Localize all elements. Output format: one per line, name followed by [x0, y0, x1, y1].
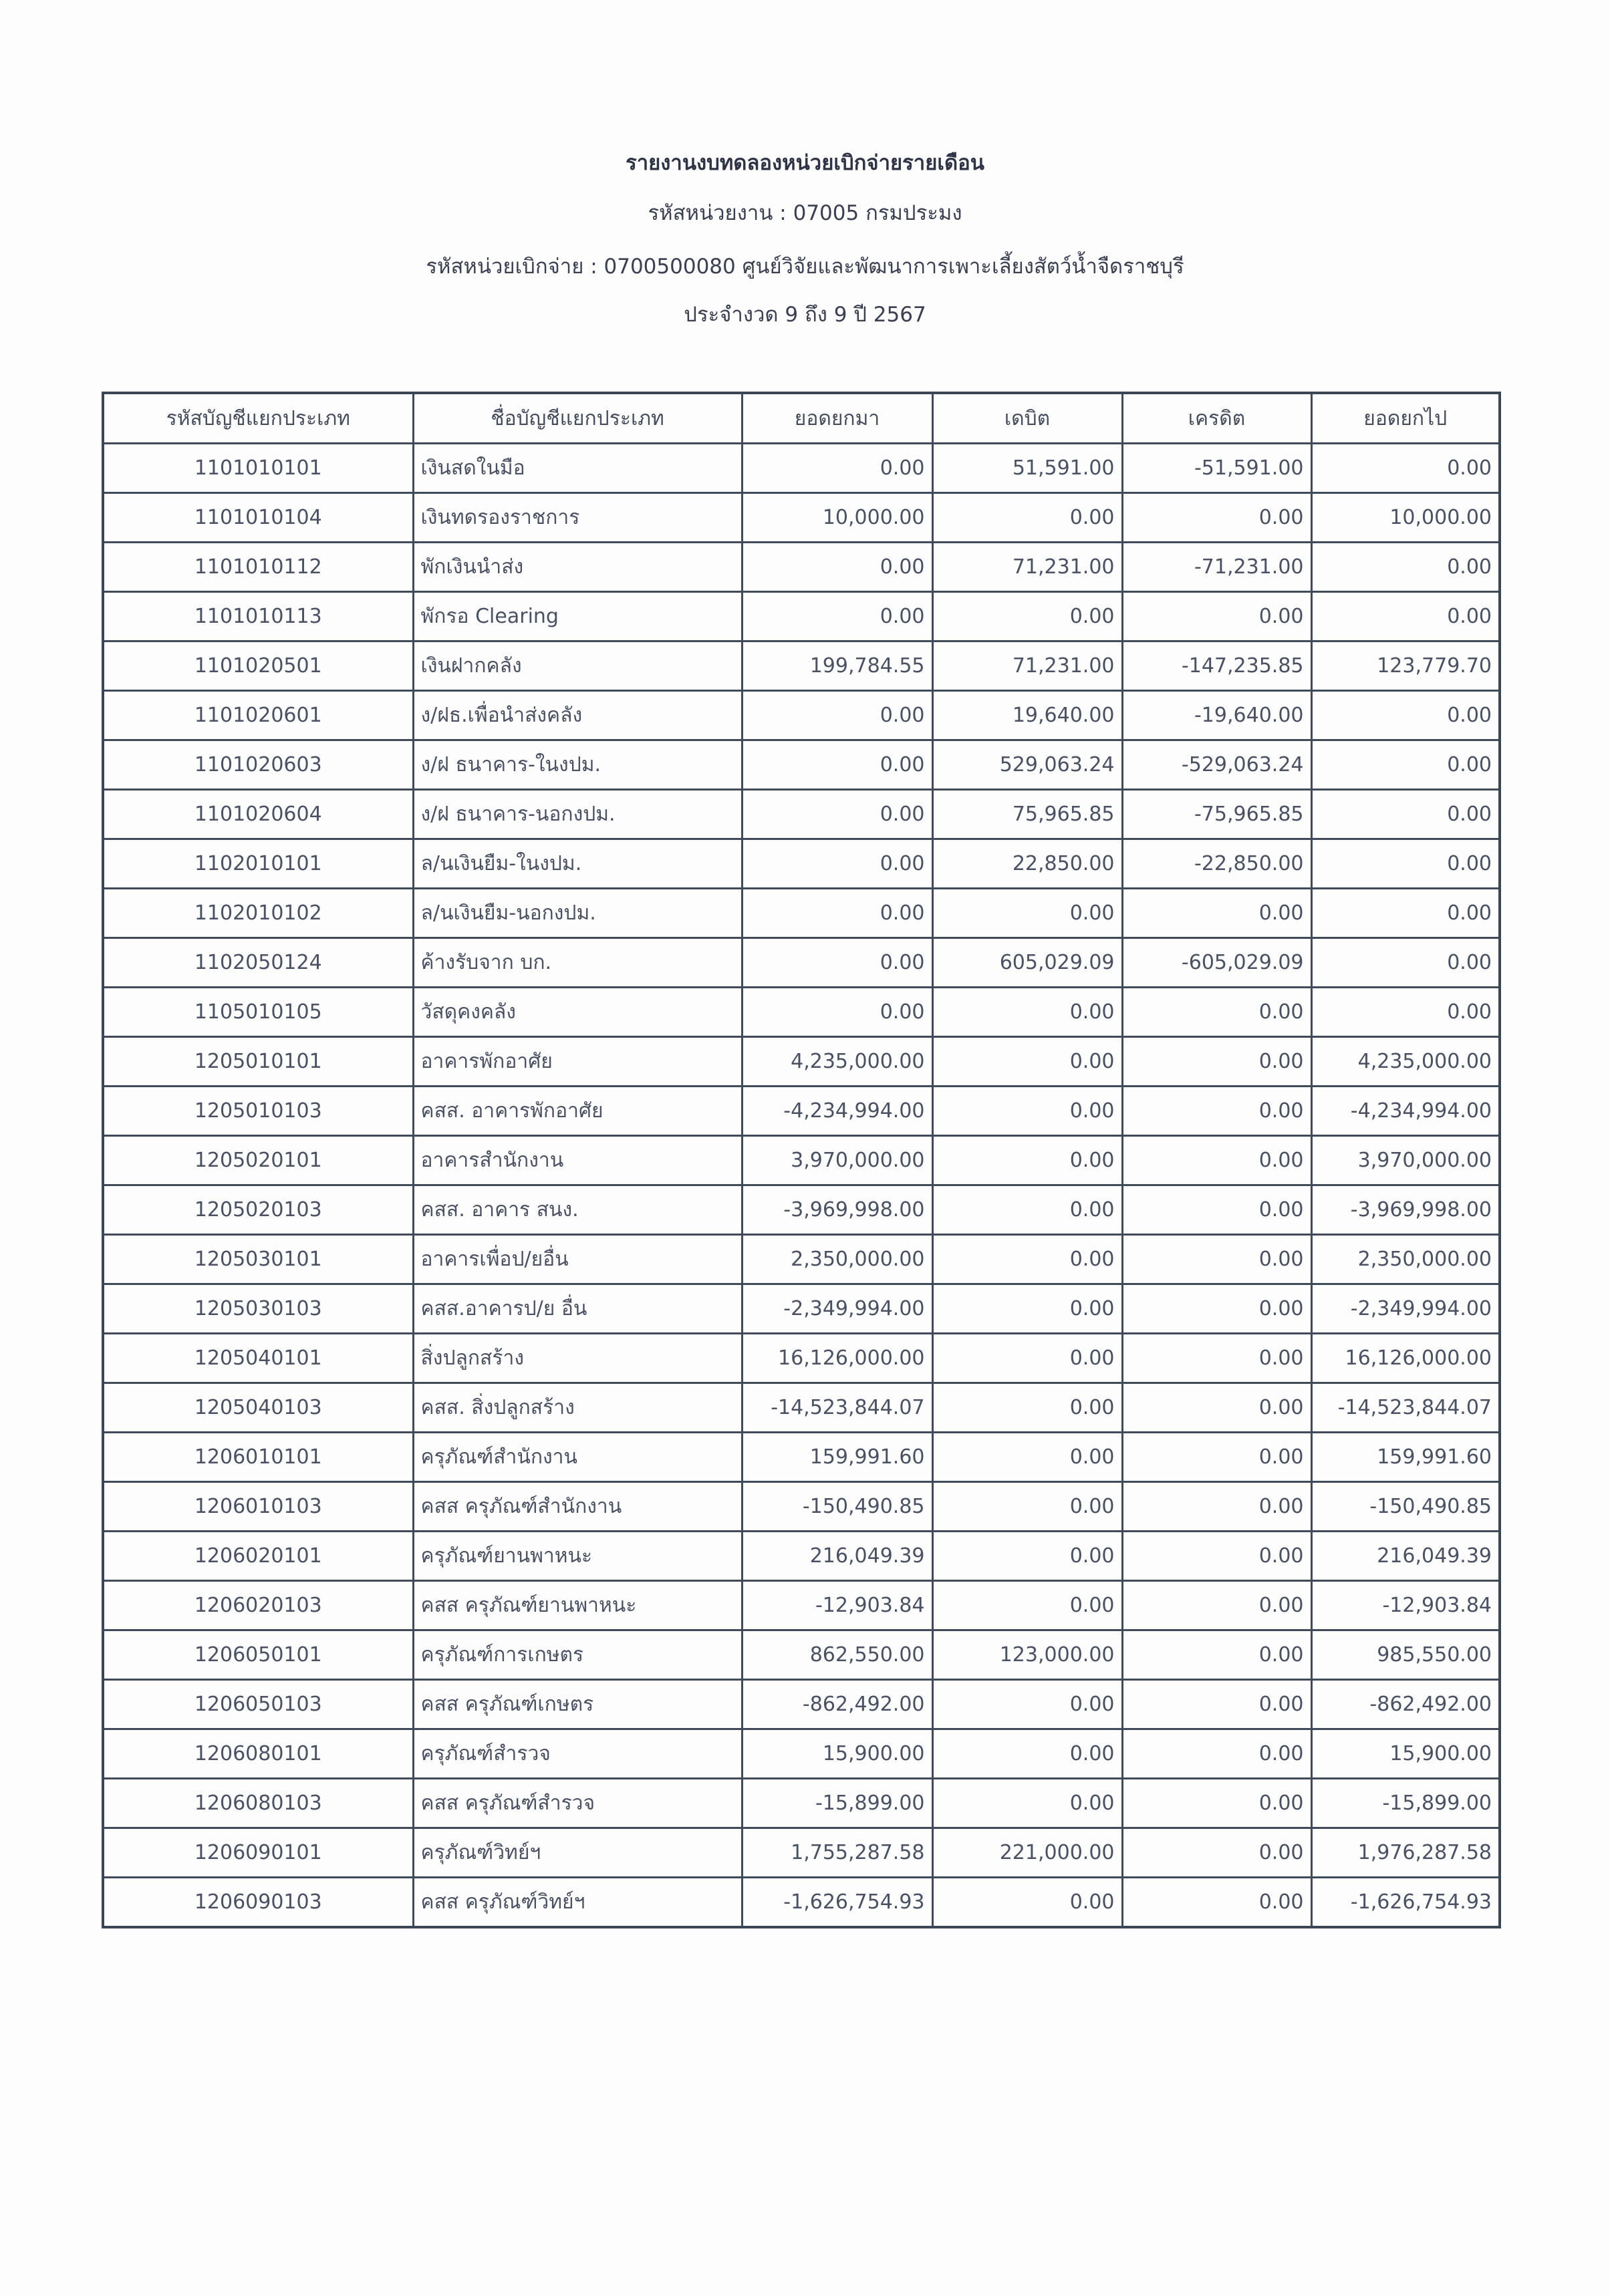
- carried-forward-cell: -14,523,844.07: [1311, 1383, 1500, 1433]
- table-row: [103, 790, 1500, 839]
- account-name-cell: ครุภัณฑ์สำรวจ: [413, 1729, 742, 1779]
- account-name-cell: พักรอ Clearing: [413, 592, 742, 641]
- account-code-cell: 1205020103: [103, 1185, 413, 1235]
- carried-forward-cell: 0.00: [1311, 543, 1500, 592]
- report-title: รายงานงบทดลองหน่วยเบิกจ่ายรายเดือน: [626, 151, 984, 175]
- brought-forward-cell: 3,970,000.00: [742, 1136, 932, 1185]
- account-name-cell: ล/นเงินยืม-ในงปม.: [413, 839, 742, 889]
- account-name-cell: ล/นเงินยืม-นอกงปม.: [413, 889, 742, 938]
- carried-forward-cell: 3,970,000.00: [1311, 1136, 1500, 1185]
- debit-cell: 0.00: [932, 1383, 1122, 1433]
- account-code-cell: 1206050101: [103, 1630, 413, 1680]
- table-row: [103, 1630, 1500, 1680]
- credit-cell: -75,965.85: [1122, 790, 1311, 839]
- brought-forward-cell: 216,049.39: [742, 1532, 932, 1581]
- carried-forward-cell: 1,976,287.58: [1311, 1828, 1500, 1878]
- trial-balance-table: [102, 392, 1501, 1928]
- account-code-cell: 1206080103: [103, 1779, 413, 1828]
- debit-cell: 71,231.00: [932, 641, 1122, 691]
- brought-forward-cell: -1,626,754.93: [742, 1878, 932, 1928]
- debit-cell: 22,850.00: [932, 839, 1122, 889]
- account-code-cell: 1206010103: [103, 1482, 413, 1532]
- brought-forward-cell: 159,991.60: [742, 1433, 932, 1482]
- debit-cell: 0.00: [932, 493, 1122, 543]
- debit-cell: 19,640.00: [932, 691, 1122, 740]
- account-code-cell: 1205030103: [103, 1284, 413, 1334]
- column-header-account-code: รหัสบัญชีแยกประเภท: [103, 393, 413, 444]
- brought-forward-cell: 0.00: [742, 839, 932, 889]
- debit-cell: 0.00: [932, 1235, 1122, 1284]
- credit-cell: -19,640.00: [1122, 691, 1311, 740]
- account-code-cell: 1206050103: [103, 1680, 413, 1729]
- account-name-cell: สิ่งปลูกสร้าง: [413, 1334, 742, 1383]
- account-name-cell: ง/ฝ ธนาคาร-ในงปม.: [413, 740, 742, 790]
- carried-forward-cell: 0.00: [1311, 938, 1500, 988]
- carried-forward-cell: 10,000.00: [1311, 493, 1500, 543]
- table-row: [103, 1037, 1500, 1087]
- credit-cell: 0.00: [1122, 1037, 1311, 1087]
- table-row: [103, 691, 1500, 740]
- brought-forward-cell: 0.00: [742, 740, 932, 790]
- account-name-cell: ง/ฝ ธนาคาร-นอกงปม.: [413, 790, 742, 839]
- credit-cell: 0.00: [1122, 988, 1311, 1037]
- brought-forward-cell: 862,550.00: [742, 1630, 932, 1680]
- account-name-cell: คสส ครุภัณฑ์วิทย์ฯ: [413, 1878, 742, 1928]
- credit-cell: 0.00: [1122, 1630, 1311, 1680]
- account-name-cell: อาคารพักอาศัย: [413, 1037, 742, 1087]
- brought-forward-cell: 0.00: [742, 988, 932, 1037]
- credit-cell: 0.00: [1122, 1581, 1311, 1630]
- brought-forward-cell: 199,784.55: [742, 641, 932, 691]
- table-body: [103, 444, 1500, 1928]
- debit-cell: 0.00: [932, 1581, 1122, 1630]
- brought-forward-cell: -3,969,998.00: [742, 1185, 932, 1235]
- brought-forward-cell: 2,350,000.00: [742, 1235, 932, 1284]
- brought-forward-cell: -14,523,844.07: [742, 1383, 932, 1433]
- account-name-cell: คสส.อาคารป/ย อื่น: [413, 1284, 742, 1334]
- account-name-cell: เงินสดในมือ: [413, 444, 742, 493]
- carried-forward-cell: -150,490.85: [1311, 1482, 1500, 1532]
- debit-cell: 0.00: [932, 1087, 1122, 1136]
- table-row: [103, 1482, 1500, 1532]
- table-row: [103, 839, 1500, 889]
- brought-forward-cell: 4,235,000.00: [742, 1037, 932, 1087]
- carried-forward-cell: 216,049.39: [1311, 1532, 1500, 1581]
- carried-forward-cell: -3,969,998.00: [1311, 1185, 1500, 1235]
- carried-forward-cell: 4,235,000.00: [1311, 1037, 1500, 1087]
- account-code-cell: 1101020601: [103, 691, 413, 740]
- table-row: [103, 1729, 1500, 1779]
- account-name-cell: คสส. อาคาร สนง.: [413, 1185, 742, 1235]
- table-row: [103, 1779, 1500, 1828]
- account-code-cell: 1206020103: [103, 1581, 413, 1630]
- carried-forward-cell: -4,234,994.00: [1311, 1087, 1500, 1136]
- account-name-cell: คสส. อาคารพักอาศัย: [413, 1087, 742, 1136]
- carried-forward-cell: -2,349,994.00: [1311, 1284, 1500, 1334]
- debit-cell: 0.00: [932, 988, 1122, 1037]
- carried-forward-cell: 123,779.70: [1311, 641, 1500, 691]
- table-row: [103, 1532, 1500, 1581]
- account-code-cell: 1205010103: [103, 1087, 413, 1136]
- column-header-account-name: ชื่อบัญชีแยกประเภท: [413, 393, 742, 444]
- credit-cell: 0.00: [1122, 1235, 1311, 1284]
- table-row: [103, 543, 1500, 592]
- debit-cell: 0.00: [932, 1779, 1122, 1828]
- credit-cell: 0.00: [1122, 493, 1311, 543]
- carried-forward-cell: -15,899.00: [1311, 1779, 1500, 1828]
- table-row: [103, 1878, 1500, 1928]
- table-row: [103, 988, 1500, 1037]
- account-name-cell: คสส ครุภัณฑ์สำนักงาน: [413, 1482, 742, 1532]
- account-code-cell: 1105010105: [103, 988, 413, 1037]
- account-code-cell: 1205030101: [103, 1235, 413, 1284]
- account-code-cell: 1101020603: [103, 740, 413, 790]
- column-header-credit: เครดิต: [1122, 393, 1311, 444]
- carried-forward-cell: 16,126,000.00: [1311, 1334, 1500, 1383]
- credit-cell: 0.00: [1122, 1284, 1311, 1334]
- account-name-cell: อาคารสำนักงาน: [413, 1136, 742, 1185]
- debit-cell: 0.00: [932, 1037, 1122, 1087]
- credit-cell: 0.00: [1122, 592, 1311, 641]
- carried-forward-cell: 985,550.00: [1311, 1630, 1500, 1680]
- credit-cell: -71,231.00: [1122, 543, 1311, 592]
- carried-forward-cell: -1,626,754.93: [1311, 1878, 1500, 1928]
- credit-cell: 0.00: [1122, 1334, 1311, 1383]
- table-row: [103, 641, 1500, 691]
- account-name-cell: คสส ครุภัณฑ์ยานพาหนะ: [413, 1581, 742, 1630]
- debit-cell: 0.00: [932, 889, 1122, 938]
- account-name-cell: ครุภัณฑ์สำนักงาน: [413, 1433, 742, 1482]
- debit-cell: 0.00: [932, 1729, 1122, 1779]
- brought-forward-cell: 0.00: [742, 790, 932, 839]
- account-name-cell: พักเงินนำส่ง: [413, 543, 742, 592]
- debit-cell: 0.00: [932, 1532, 1122, 1581]
- debit-cell: 0.00: [932, 1185, 1122, 1235]
- account-name-cell: คสส. สิ่งปลูกสร้าง: [413, 1383, 742, 1433]
- column-header-brought-forward: ยอดยกมา: [742, 393, 932, 444]
- carried-forward-cell: 159,991.60: [1311, 1433, 1500, 1482]
- credit-cell: -22,850.00: [1122, 839, 1311, 889]
- credit-cell: 0.00: [1122, 1779, 1311, 1828]
- credit-cell: 0.00: [1122, 1383, 1311, 1433]
- column-header-carried-forward: ยอดยกไป: [1311, 393, 1500, 444]
- debit-cell: 0.00: [932, 1680, 1122, 1729]
- brought-forward-cell: 0.00: [742, 592, 932, 641]
- credit-cell: 0.00: [1122, 1087, 1311, 1136]
- carried-forward-cell: 2,350,000.00: [1311, 1235, 1500, 1284]
- debit-cell: 529,063.24: [932, 740, 1122, 790]
- credit-cell: -51,591.00: [1122, 444, 1311, 493]
- table-row: [103, 938, 1500, 988]
- credit-cell: 0.00: [1122, 1136, 1311, 1185]
- carried-forward-cell: 0.00: [1311, 790, 1500, 839]
- account-code-cell: 1101010112: [103, 543, 413, 592]
- account-code-cell: 1206010101: [103, 1433, 413, 1482]
- credit-cell: 0.00: [1122, 1185, 1311, 1235]
- account-name-cell: คสส ครุภัณฑ์เกษตร: [413, 1680, 742, 1729]
- brought-forward-cell: -15,899.00: [742, 1779, 932, 1828]
- account-name-cell: เงินทดรองราชการ: [413, 493, 742, 543]
- debit-cell: 51,591.00: [932, 444, 1122, 493]
- account-code-cell: 1101010101: [103, 444, 413, 493]
- brought-forward-cell: -2,349,994.00: [742, 1284, 932, 1334]
- table-row: [103, 1136, 1500, 1185]
- brought-forward-cell: 1,755,287.58: [742, 1828, 932, 1878]
- account-code-cell: 1102010102: [103, 889, 413, 938]
- carried-forward-cell: 0.00: [1311, 740, 1500, 790]
- table-row: [103, 1828, 1500, 1878]
- carried-forward-cell: 0.00: [1311, 444, 1500, 493]
- account-code-cell: 1206090103: [103, 1878, 413, 1928]
- debit-cell: 0.00: [932, 1433, 1122, 1482]
- credit-cell: -605,029.09: [1122, 938, 1311, 988]
- debit-cell: 123,000.00: [932, 1630, 1122, 1680]
- table-header-row: [103, 393, 1500, 444]
- account-code-cell: 1101020501: [103, 641, 413, 691]
- disbursing-unit-line: รหัสหน่วยเบิกจ่าย : 0700500080 ศูนย์วิจัยและพัฒนาการเพาะเลี้ยงสัตว์น้ำจืดราชบุรี: [426, 255, 1184, 279]
- brought-forward-cell: -12,903.84: [742, 1581, 932, 1630]
- table-row: [103, 889, 1500, 938]
- account-code-cell: 1102050124: [103, 938, 413, 988]
- table-row: [103, 493, 1500, 543]
- table-row: [103, 1185, 1500, 1235]
- carried-forward-cell: 0.00: [1311, 691, 1500, 740]
- account-name-cell: ค้างรับจาก บก.: [413, 938, 742, 988]
- table-row: [103, 1383, 1500, 1433]
- account-code-cell: 1206080101: [103, 1729, 413, 1779]
- table-row: [103, 1284, 1500, 1334]
- brought-forward-cell: 16,126,000.00: [742, 1334, 932, 1383]
- table-row: [103, 1235, 1500, 1284]
- debit-cell: 75,965.85: [932, 790, 1122, 839]
- table-row: [103, 1334, 1500, 1383]
- carried-forward-cell: 0.00: [1311, 592, 1500, 641]
- account-name-cell: คสส ครุภัณฑ์สำรวจ: [413, 1779, 742, 1828]
- account-name-cell: อาคารเพื่อป/ยอื่น: [413, 1235, 742, 1284]
- account-name-cell: เงินฝากคลัง: [413, 641, 742, 691]
- credit-cell: -147,235.85: [1122, 641, 1311, 691]
- account-code-cell: 1205010101: [103, 1037, 413, 1087]
- account-code-cell: 1101010104: [103, 493, 413, 543]
- debit-cell: 0.00: [932, 1482, 1122, 1532]
- debit-cell: 0.00: [932, 592, 1122, 641]
- carried-forward-cell: 0.00: [1311, 988, 1500, 1037]
- brought-forward-cell: 0.00: [742, 543, 932, 592]
- brought-forward-cell: -4,234,994.00: [742, 1087, 932, 1136]
- debit-cell: 0.00: [932, 1284, 1122, 1334]
- credit-cell: 0.00: [1122, 1828, 1311, 1878]
- table-row: [103, 740, 1500, 790]
- debit-cell: 605,029.09: [932, 938, 1122, 988]
- brought-forward-cell: 0.00: [742, 889, 932, 938]
- table-row: [103, 1581, 1500, 1630]
- debit-cell: 71,231.00: [932, 543, 1122, 592]
- table-row: [103, 1087, 1500, 1136]
- account-code-cell: 1101020604: [103, 790, 413, 839]
- credit-cell: 0.00: [1122, 1433, 1311, 1482]
- brought-forward-cell: 10,000.00: [742, 493, 932, 543]
- carried-forward-cell: 15,900.00: [1311, 1729, 1500, 1779]
- account-code-cell: 1205040103: [103, 1383, 413, 1433]
- account-name-cell: ครุภัณฑ์ยานพาหนะ: [413, 1532, 742, 1581]
- carried-forward-cell: 0.00: [1311, 839, 1500, 889]
- debit-cell: 221,000.00: [932, 1828, 1122, 1878]
- carried-forward-cell: -862,492.00: [1311, 1680, 1500, 1729]
- carried-forward-cell: 0.00: [1311, 889, 1500, 938]
- credit-cell: 0.00: [1122, 1482, 1311, 1532]
- account-code-cell: 1101010113: [103, 592, 413, 641]
- account-name-cell: ครุภัณฑ์วิทย์ฯ: [413, 1828, 742, 1878]
- credit-cell: 0.00: [1122, 1532, 1311, 1581]
- brought-forward-cell: -150,490.85: [742, 1482, 932, 1532]
- credit-cell: 0.00: [1122, 1680, 1311, 1729]
- credit-cell: 0.00: [1122, 1729, 1311, 1779]
- debit-cell: 0.00: [932, 1136, 1122, 1185]
- table-row: [103, 1680, 1500, 1729]
- credit-cell: -529,063.24: [1122, 740, 1311, 790]
- account-name-cell: วัสดุคงคลัง: [413, 988, 742, 1037]
- brought-forward-cell: -862,492.00: [742, 1680, 932, 1729]
- table-row: [103, 1433, 1500, 1482]
- account-code-cell: 1102010101: [103, 839, 413, 889]
- debit-cell: 0.00: [932, 1334, 1122, 1383]
- account-code-cell: 1205020101: [103, 1136, 413, 1185]
- credit-cell: 0.00: [1122, 889, 1311, 938]
- column-header-debit: เดบิต: [932, 393, 1122, 444]
- account-name-cell: ง/ฝธ.เพื่อนำส่งคลัง: [413, 691, 742, 740]
- brought-forward-cell: 0.00: [742, 938, 932, 988]
- period-line: ประจำงวด 9 ถึง 9 ปี 2567: [684, 303, 926, 327]
- brought-forward-cell: 0.00: [742, 691, 932, 740]
- brought-forward-cell: 15,900.00: [742, 1729, 932, 1779]
- agency-line: รหัสหน่วยงาน : 07005 กรมประมง: [648, 201, 962, 225]
- account-code-cell: 1206020101: [103, 1532, 413, 1581]
- debit-cell: 0.00: [932, 1878, 1122, 1928]
- table-row: [103, 592, 1500, 641]
- account-code-cell: 1206090101: [103, 1828, 413, 1878]
- account-name-cell: ครุภัณฑ์การเกษตร: [413, 1630, 742, 1680]
- account-code-cell: 1205040101: [103, 1334, 413, 1383]
- carried-forward-cell: -12,903.84: [1311, 1581, 1500, 1630]
- credit-cell: 0.00: [1122, 1878, 1311, 1928]
- table-row: [103, 444, 1500, 493]
- brought-forward-cell: 0.00: [742, 444, 932, 493]
